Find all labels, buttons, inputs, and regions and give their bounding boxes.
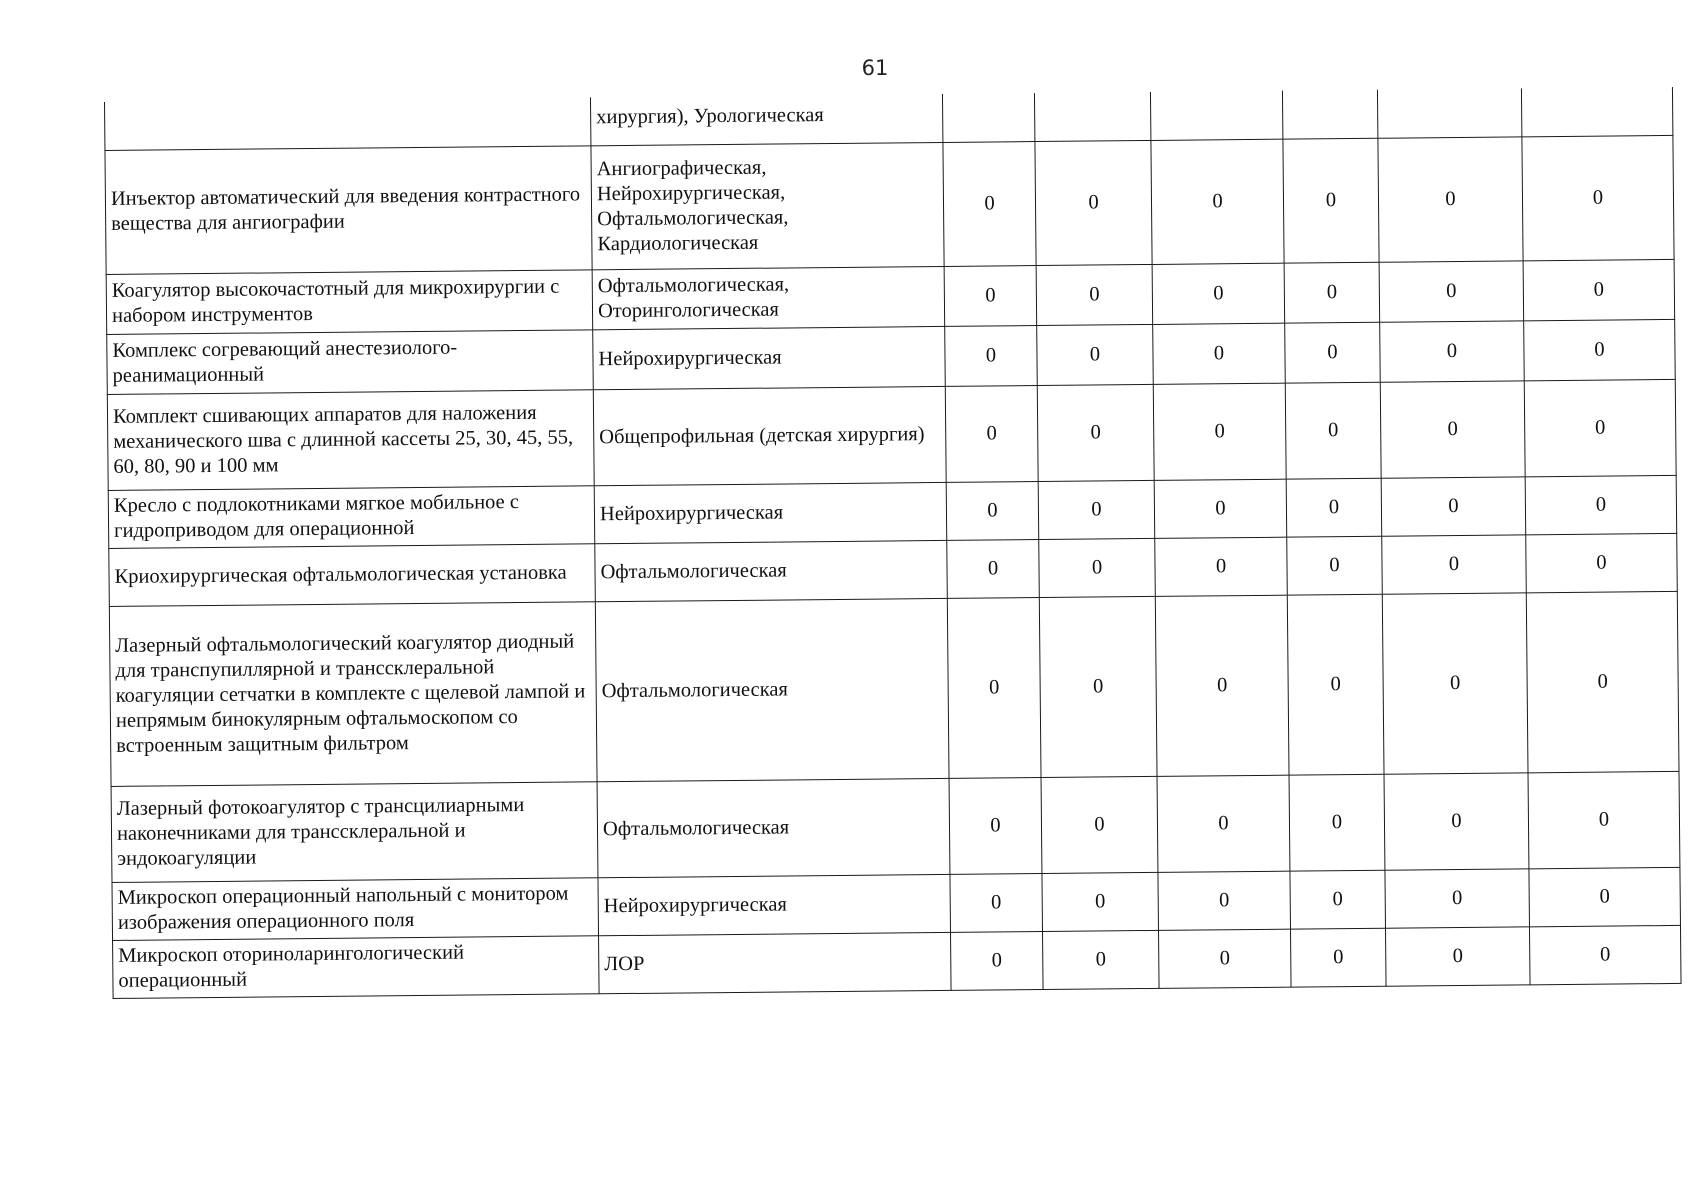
- value-cell: 0: [1382, 534, 1527, 593]
- page-number: 61: [861, 56, 889, 80]
- table-row: [107, 379, 1676, 490]
- value-cell: 0: [1380, 380, 1525, 477]
- equipment-name-cell: [104, 97, 590, 150]
- department-cell: Ангиографическая, Нейрохирургическая, Офтальмологическая, Кардиологическая: [591, 142, 944, 269]
- value-cell: [1521, 87, 1672, 136]
- department-cell: хирургия), Урологическая: [590, 94, 942, 145]
- value-cell: 0: [1290, 870, 1386, 929]
- value-cell: 0: [947, 597, 1041, 778]
- value-cell: 0: [1037, 384, 1154, 481]
- department-cell: ЛОР: [599, 932, 952, 993]
- value-cell: [942, 93, 1034, 142]
- value-cell: 0: [1039, 538, 1156, 597]
- value-cell: [1282, 90, 1377, 139]
- department-cell: Офтальмологическая, Оторингологическая: [592, 266, 945, 329]
- value-cell: 0: [1287, 594, 1384, 775]
- value-cell: 0: [1284, 262, 1380, 323]
- equipment-name-cell: Инъектор автоматический для введения контрастного вещества для ангиографии: [105, 145, 592, 274]
- table-body: [104, 87, 1681, 998]
- value-cell: 0: [1039, 596, 1157, 777]
- value-cell: 0: [945, 325, 1038, 386]
- value-cell: 0: [1283, 138, 1379, 263]
- department-cell: Офтальмологическая: [595, 598, 949, 781]
- value-cell: 0: [1153, 383, 1286, 480]
- value-cell: 0: [1289, 774, 1385, 871]
- value-cell: 0: [943, 141, 1036, 266]
- value-cell: 0: [1385, 868, 1530, 927]
- value-cell: 0: [1378, 136, 1523, 261]
- equipment-name-cell: Лазерный офтальмологический коагулятор диодный для транспупиллярной и транссклеральной коагуляции сетчатки в комплекте с щелевой лампой и непрямым бинокулярным офтальмоскопом со встроенным защитным фильтром: [109, 601, 597, 786]
- table-row: [111, 771, 1680, 882]
- value-cell: 0: [1285, 382, 1381, 479]
- value-cell: 0: [1385, 926, 1530, 985]
- value-cell: 0: [1286, 478, 1382, 537]
- value-cell: 0: [1379, 260, 1524, 321]
- value-cell: 0: [1153, 323, 1286, 384]
- value-cell: 0: [1036, 264, 1153, 325]
- value-cell: 0: [1152, 263, 1285, 324]
- equipment-name-cell: Лазерный фотокоагулятор с трансцилиарными наконечниками для транссклеральной и эндокоагуляции: [111, 781, 598, 882]
- equipment-name-cell: Криохирургическая офтальмологическая установка: [109, 543, 596, 606]
- value-cell: [1377, 88, 1521, 137]
- equipment-name-cell: Кресло с подлокотниками мягкое мобильное с гидроприводом для операционной: [108, 485, 595, 548]
- equipment-table-container: [104, 87, 1682, 999]
- value-cell: 0: [1285, 322, 1381, 383]
- value-cell: 0: [1522, 135, 1674, 260]
- value-cell: 0: [1384, 772, 1529, 869]
- value-cell: 0: [1035, 140, 1152, 265]
- value-cell: 0: [1380, 320, 1525, 381]
- value-cell: 0: [946, 481, 1039, 540]
- value-cell: 0: [944, 265, 1037, 326]
- department-cell: Нейрохирургическая: [594, 482, 947, 543]
- value-cell: 0: [1290, 928, 1386, 987]
- value-cell: 0: [1037, 324, 1154, 385]
- value-cell: 0: [1526, 591, 1679, 772]
- department-cell: Офтальмологическая: [597, 778, 950, 877]
- value-cell: 0: [949, 777, 1042, 874]
- value-cell: 0: [1158, 929, 1291, 988]
- value-cell: 0: [1528, 771, 1680, 868]
- value-cell: 0: [1525, 475, 1677, 534]
- value-cell: 0: [1381, 476, 1526, 535]
- table-row: [109, 591, 1679, 786]
- value-cell: [1034, 92, 1150, 141]
- value-cell: 0: [1526, 533, 1678, 592]
- value-cell: 0: [1524, 379, 1676, 476]
- equipment-name-cell: Коагулятор высокочастотный для микрохирургии с набором инструментов: [106, 269, 593, 334]
- equipment-name-cell: Микроскоп операционный напольный с монитором изображения операционного поля: [112, 877, 599, 940]
- value-cell: 0: [1529, 867, 1681, 926]
- value-cell: 0: [1523, 259, 1675, 320]
- value-cell: 0: [1287, 536, 1383, 595]
- value-cell: [1150, 91, 1282, 140]
- value-cell: 0: [1038, 480, 1155, 539]
- equipment-table: [104, 87, 1682, 999]
- value-cell: 0: [1041, 776, 1158, 873]
- value-cell: 0: [1158, 871, 1291, 930]
- value-cell: 0: [1042, 872, 1159, 931]
- value-cell: 0: [1155, 537, 1288, 596]
- equipment-name-cell: Микроскоп оториноларингологический операционный: [113, 935, 600, 998]
- table-row: [105, 135, 1674, 274]
- value-cell: 0: [951, 931, 1044, 990]
- value-cell: 0: [1155, 595, 1289, 776]
- value-cell: 0: [1151, 139, 1284, 264]
- value-cell: 0: [1524, 319, 1676, 380]
- department-cell: Офтальмологическая: [595, 540, 948, 601]
- equipment-name-cell: Комплекс согревающий анестезиолого-реанимационный: [107, 329, 594, 394]
- value-cell: 0: [950, 873, 1043, 932]
- value-cell: 0: [945, 385, 1038, 482]
- value-cell: 0: [1154, 479, 1287, 538]
- value-cell: 0: [1043, 930, 1160, 989]
- department-cell: Общепрофильная (детская хирургия): [593, 386, 946, 485]
- department-cell: Нейрохирургическая: [598, 874, 951, 935]
- equipment-name-cell: Комплект сшивающих аппаратов для наложения механического шва с длинной кассеты 25, 30, 45, 55, 60, 80, 90 и 100 мм: [107, 389, 594, 490]
- department-cell: Нейрохирургическая: [593, 326, 946, 389]
- value-cell: 0: [947, 539, 1040, 598]
- value-cell: 0: [1529, 925, 1681, 984]
- value-cell: 0: [1157, 775, 1290, 872]
- value-cell: 0: [1382, 592, 1528, 773]
